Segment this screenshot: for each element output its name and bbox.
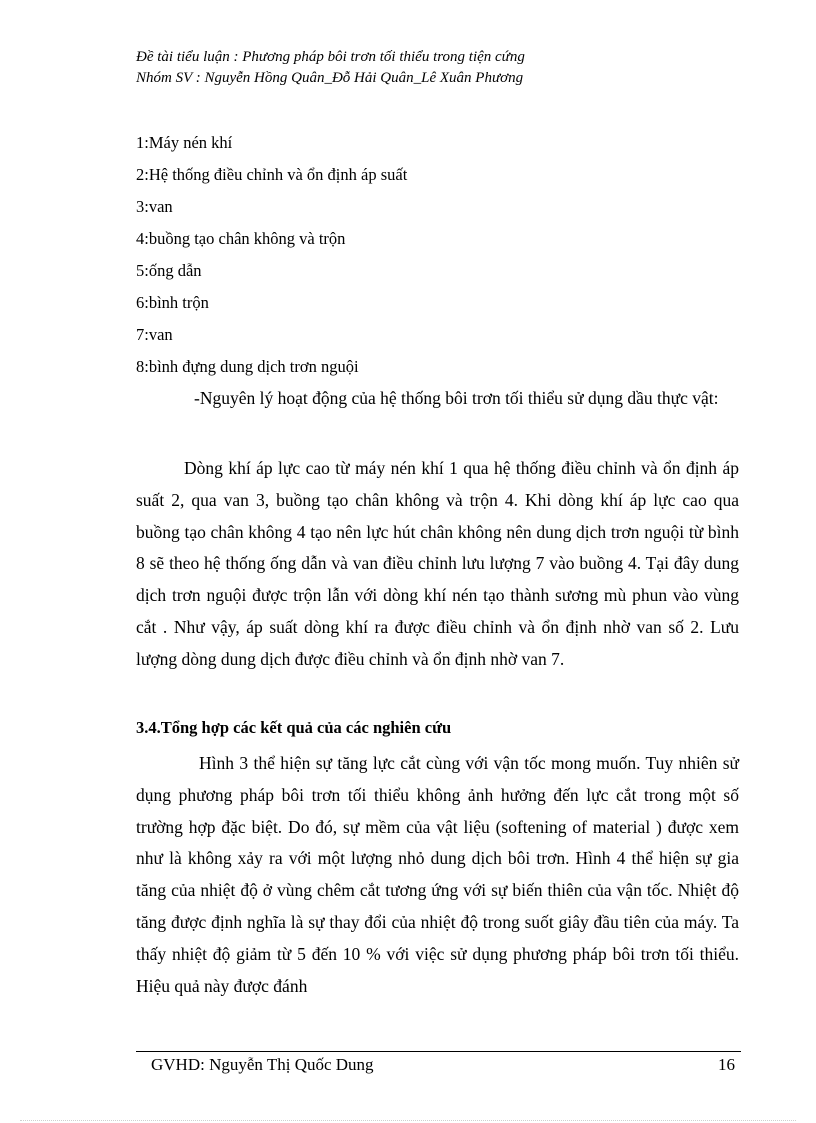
header-topic-line: Đề tài tiểu luận : Phương pháp bôi trơn tối thiểu trong tiện cứng — [136, 49, 525, 65]
list-item: 8:bình đựng dung dịch trơn nguội — [136, 357, 359, 376]
operation-description-paragraph: Dòng khí áp lực cao từ máy nén khí 1 qua hệ thống điều chỉnh và ổn định áp suất 2, qua van 3, buồng tạo chân không và trộn 4. Khi dòng khí áp lực cao qua buồng tạo chân không 4 tạo nên lực hút chân không nên dung dịch trơn nguội từ bình 8 sẽ theo hệ thống ống dẫn và van điều chỉnh lưu lượng 7 vào buồng 4. Tại đây dung dịch trơn nguội được trộn lẫn với dòng khí nén tạo thành sương mù phun vào vùng cắt . Như vậy, áp suất dòng khí ra được điều chỉnh và ổn định nhờ van số 2. Lưu lượng dòng dung dịch được điều chỉnh và ổn định nhờ van 7. — [136, 458, 739, 669]
page-bottom-edge — [20, 1120, 796, 1121]
list-item: 7:van — [136, 325, 173, 344]
component-list — [136, 129, 746, 385]
principle-intro-paragraph: -Nguyên lý hoạt động của hệ thống bôi trơn tối thiểu sử dụng dầu thực vật: — [194, 388, 719, 408]
results-paragraph: Hình 3 thể hiện sự tăng lực cắt cùng với vận tốc mong muốn. Tuy nhiên sử dụng phương pháp bôi trơn tối thiểu không ảnh hưởng đến lực cắt trong một số trường hợp đặc biệt. Do đó, sự mềm của vật liệu (softening of material ) được xem như là không xảy ra với một lượng nhỏ dung dịch bôi trơn. Hình 4 thể hiện sự gia tăng của nhiệt độ ở vùng chêm cắt tương ứng với sự biến thiên của vận tốc. Nhiệt độ tăng được định nghĩa là sự thay đổi của nhiệt độ trong suốt giây đầu tiên của máy. Ta thấy nhiệt độ giảm từ 5 đến 10 % với việc sử dụng phương pháp bôi trơn tối thiểu. Hiệu quả này được đánh — [136, 753, 739, 996]
list-item: 2:Hệ thống điều chỉnh và ổn định áp suất — [136, 165, 408, 184]
header-group-line: Nhóm SV : Nguyễn Hồng Quân_Đỗ Hải Quân_Lê Xuân Phương — [136, 70, 524, 86]
footer-instructor: GVHD: Nguyễn Thị Quốc Dung — [151, 1055, 374, 1074]
page-number: 16 — [718, 1055, 735, 1074]
list-item: 4:buồng tạo chân không và trộn — [136, 229, 346, 248]
list-item: 3:van — [136, 197, 173, 216]
page-header — [136, 47, 736, 89]
list-item: 1:Máy nén khí — [136, 133, 233, 152]
section-heading: 3.4.Tổng hợp các kết quả của các nghiên cứu — [136, 718, 452, 737]
list-item: 6:bình trộn — [136, 293, 209, 312]
list-item: 5:ống dẫn — [136, 261, 202, 280]
footer-divider — [136, 1051, 741, 1052]
